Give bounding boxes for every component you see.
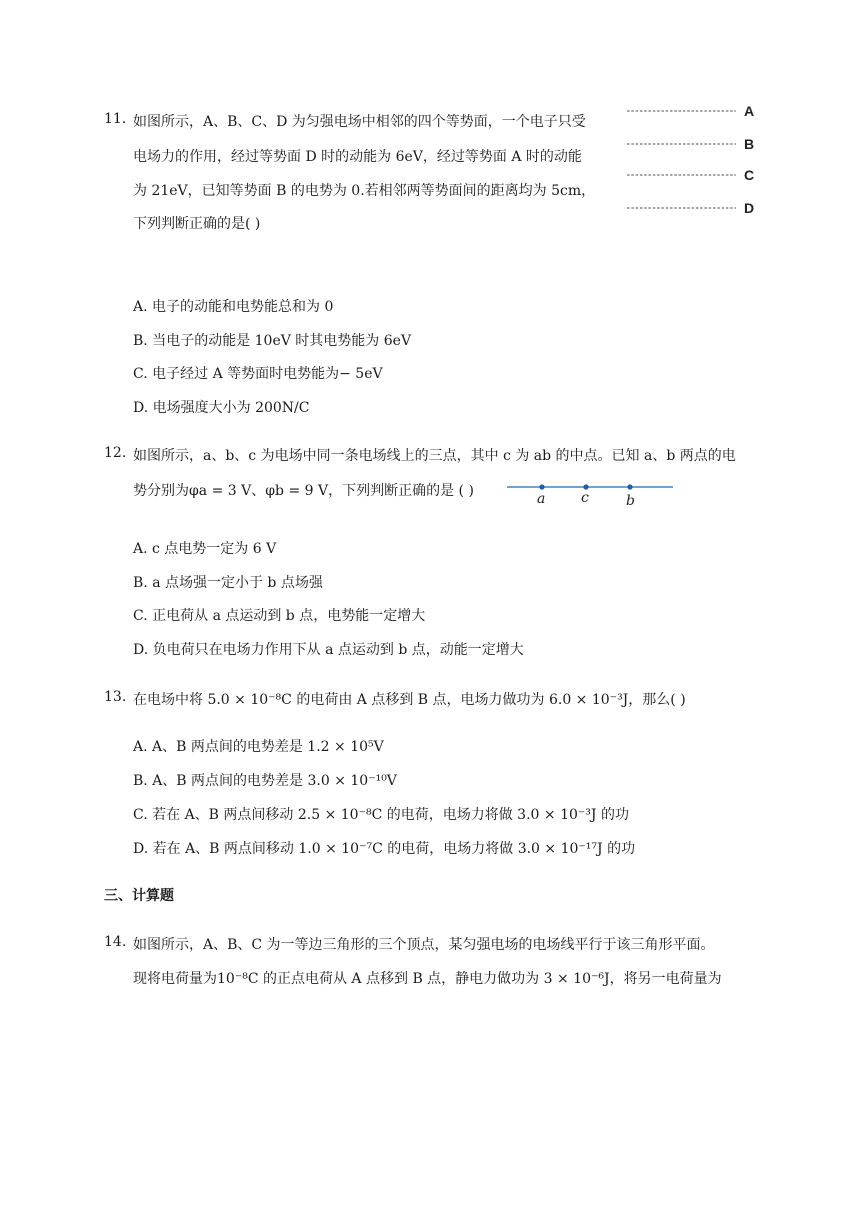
- option-d[interactable]: D. 负电荷只在电场力作用下从 a 点运动到 b 点，动能一定增大: [133, 642, 524, 658]
- plane-label-a: A: [744, 103, 755, 119]
- question-text-line: 在电场中将 5.0 × 10⁻⁸C 的电荷由 A 点移到 B 点，电场力做功为 6.0 × 10⁻³J，那么( ): [133, 692, 686, 708]
- question-text-line: 如图所示，A、B、C 为一等边三角形的三个顶点，某匀强电场的电场线平行于该三角形平面。: [133, 937, 715, 953]
- option-c[interactable]: C. 正电荷从 a 点运动到 b 点，电势能一定增大: [133, 608, 426, 624]
- equipotential-figure: [624, 100, 764, 220]
- field-line-figure: [505, 478, 677, 508]
- question-text-line: 电场力的作用，经过等势面 D 时的动能为 6eV，经过等势面 A 时的动能: [133, 149, 582, 165]
- option-b[interactable]: B. A、B 两点间的电势差是 3.0 × 10⁻¹⁰V: [133, 773, 397, 789]
- option-c[interactable]: C. 若在 A、B 两点间移动 2.5 × 10⁻⁸C 的电荷，电场力将做 3.0 × 10⁻³J 的功: [133, 807, 629, 823]
- option-a[interactable]: A. c 点电势一定为 6 V: [133, 541, 277, 557]
- option-c[interactable]: C. 电子经过 A 等势面时电势能为− 5eV: [133, 366, 383, 382]
- option-d[interactable]: D. 电场强度大小为 200N/C: [133, 400, 310, 416]
- question-text-line: 下列判断正确的是( ): [133, 216, 261, 232]
- question-text-line: 为 21eV，已知等势面 B 的电势为 0.若相邻两等势面间的距离均为 5cm，: [133, 183, 596, 199]
- point-label-a: a: [537, 491, 546, 507]
- point-label-c: c: [581, 490, 589, 506]
- point-label-b: b: [626, 493, 635, 509]
- plane-label-d: D: [744, 200, 755, 216]
- plane-label-b: B: [744, 136, 755, 152]
- question-text-line: 如图所示，A、B、C、D 为匀强电场中相邻的四个等势面，一个电子只受: [133, 114, 586, 130]
- question-number: 14.: [104, 934, 127, 950]
- question-number: 12.: [104, 445, 127, 461]
- question-number: 11.: [104, 111, 127, 127]
- plane-label-c: C: [744, 167, 755, 183]
- question-text-line: 如图所示，a、b、c 为电场中同一条电场线上的三点，其中 c 为 ab 的中点。已知 a、b 两点的电: [133, 448, 736, 464]
- option-a[interactable]: A. A、B 两点间的电势差是 1.2 × 10⁵V: [133, 739, 384, 755]
- question-number: 13.: [104, 689, 127, 705]
- option-d[interactable]: D. 若在 A、B 两点间移动 1.0 × 10⁻⁷C 的电荷，电场力将做 3.0 × 10⁻¹⁷J 的功: [133, 841, 636, 857]
- section-heading: 三、计算题: [104, 888, 174, 904]
- option-b[interactable]: B. a 点场强一定小于 b 点场强: [133, 575, 323, 591]
- question-text-line: 势分别为φa = 3 V、φb = 9 V，下列判断正确的是 ( ): [133, 483, 474, 499]
- question-text-line: 现将电荷量为10⁻⁸C 的正点电荷从 A 点移到 B 点，静电力做功为 3 × 10⁻⁶J，将另一电荷量为: [133, 971, 722, 987]
- option-a[interactable]: A. 电子的动能和电势能总和为 0: [133, 299, 334, 315]
- option-b[interactable]: B. 当电子的动能是 10eV 时其电势能为 6eV: [133, 333, 412, 349]
